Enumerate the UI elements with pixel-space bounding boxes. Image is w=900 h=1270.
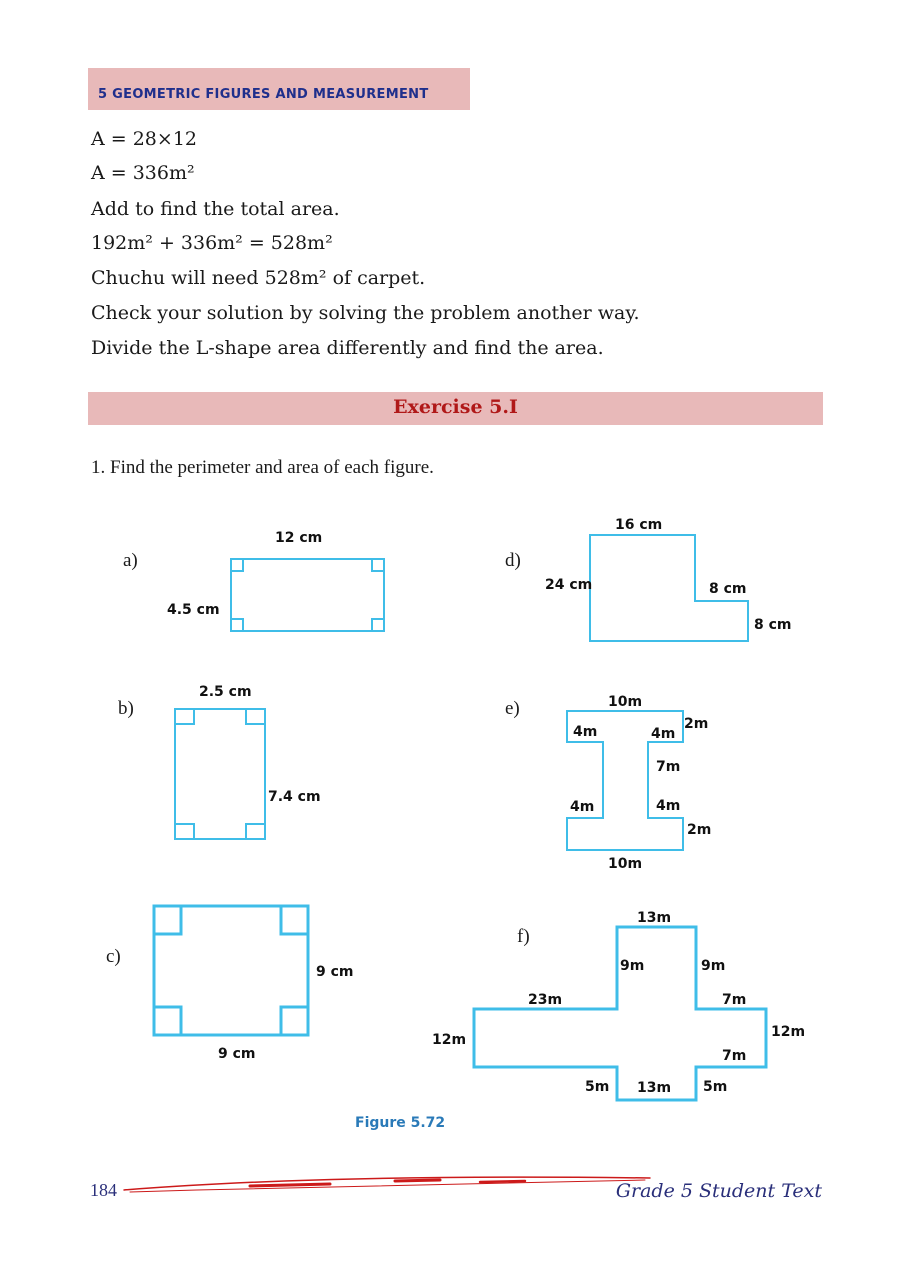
text-line-4: 192m² + 336m² = 528m²	[91, 232, 333, 254]
figure-e-bl-dim: 4m	[570, 799, 595, 815]
page-number: 184	[90, 1180, 117, 1200]
figure-caption: Figure 5.72	[355, 1115, 446, 1131]
figure-f-ul-dim: 9m	[620, 958, 645, 974]
figure-f-left-dim: 12m	[432, 1032, 467, 1048]
footer-book-title: Grade 5 Student Text	[615, 1180, 822, 1202]
figure-a-label: a)	[123, 550, 138, 571]
question-1: 1. Find the perimeter and area of each figure.	[91, 457, 434, 478]
figure-f-arm-r-dim: 7m	[722, 992, 747, 1008]
chapter-header: 5 GEOMETRIC FIGURES AND MEASUREMENT	[98, 87, 429, 102]
figure-c-bottom-dim: 9 cm	[218, 1046, 256, 1062]
figure-c-square	[154, 906, 308, 1035]
figure-f-right-dim: 12m	[771, 1024, 806, 1040]
figure-f-cross-shape	[474, 927, 766, 1100]
text-line-3: Add to find the total area.	[91, 198, 340, 220]
figure-d-right-dim: 8 cm	[754, 617, 792, 633]
text-line-1: A = 28×12	[91, 128, 197, 150]
text-line-2: A = 336m²	[91, 162, 195, 184]
figure-f-low-r-dim: 7m	[722, 1048, 747, 1064]
figure-a-rectangle	[231, 559, 384, 631]
text-line-5: Chuchu will need 528m² of carpet.	[91, 267, 426, 289]
figure-f-bottom-dim: 13m	[637, 1080, 672, 1096]
figure-e-br-side-dim: 2m	[687, 822, 712, 838]
figure-b-rectangle	[175, 709, 265, 839]
figure-f-bl-dim: 5m	[585, 1079, 610, 1095]
figure-f-label: f)	[517, 926, 530, 947]
figure-d-left-dim: 24 cm	[545, 577, 593, 593]
figure-e-tr-dim: 4m	[651, 726, 676, 742]
figure-d-top-dim: 16 cm	[615, 517, 663, 533]
figure-e-tl-dim: 4m	[573, 724, 598, 740]
figure-e-label: e)	[505, 698, 520, 719]
text-line-6: Check your solution by solving the problem another way.	[91, 302, 640, 324]
figure-c-side-dim: 9 cm	[316, 964, 354, 980]
figure-d-label: d)	[505, 550, 521, 571]
exercise-title: Exercise 5.I	[393, 396, 518, 418]
figure-f-arm-l-dim: 23m	[528, 992, 563, 1008]
figure-f-ur-dim: 9m	[701, 958, 726, 974]
figure-e-stem-dim: 7m	[656, 759, 681, 775]
figure-a-top-dim: 12 cm	[275, 530, 323, 546]
figure-b-top-dim: 2.5 cm	[199, 684, 252, 700]
figure-a-side-dim: 4.5 cm	[167, 602, 220, 618]
figure-e-br-dim: 4m	[656, 798, 681, 814]
footer-rule	[124, 1177, 650, 1192]
figure-e-bottom-dim: 10m	[608, 856, 643, 872]
figure-d-step-dim: 8 cm	[709, 581, 747, 597]
figure-f-top-dim: 13m	[637, 910, 672, 926]
text-line-7: Divide the L-shape area differently and find the area.	[91, 337, 604, 359]
figure-e-tr-side-dim: 2m	[684, 716, 709, 732]
figure-c-label: c)	[106, 946, 121, 967]
figure-e-top-dim: 10m	[608, 694, 643, 710]
figure-b-side-dim: 7.4 cm	[268, 789, 321, 805]
figure-f-br-dim: 5m	[703, 1079, 728, 1095]
figure-b-label: b)	[118, 698, 134, 719]
